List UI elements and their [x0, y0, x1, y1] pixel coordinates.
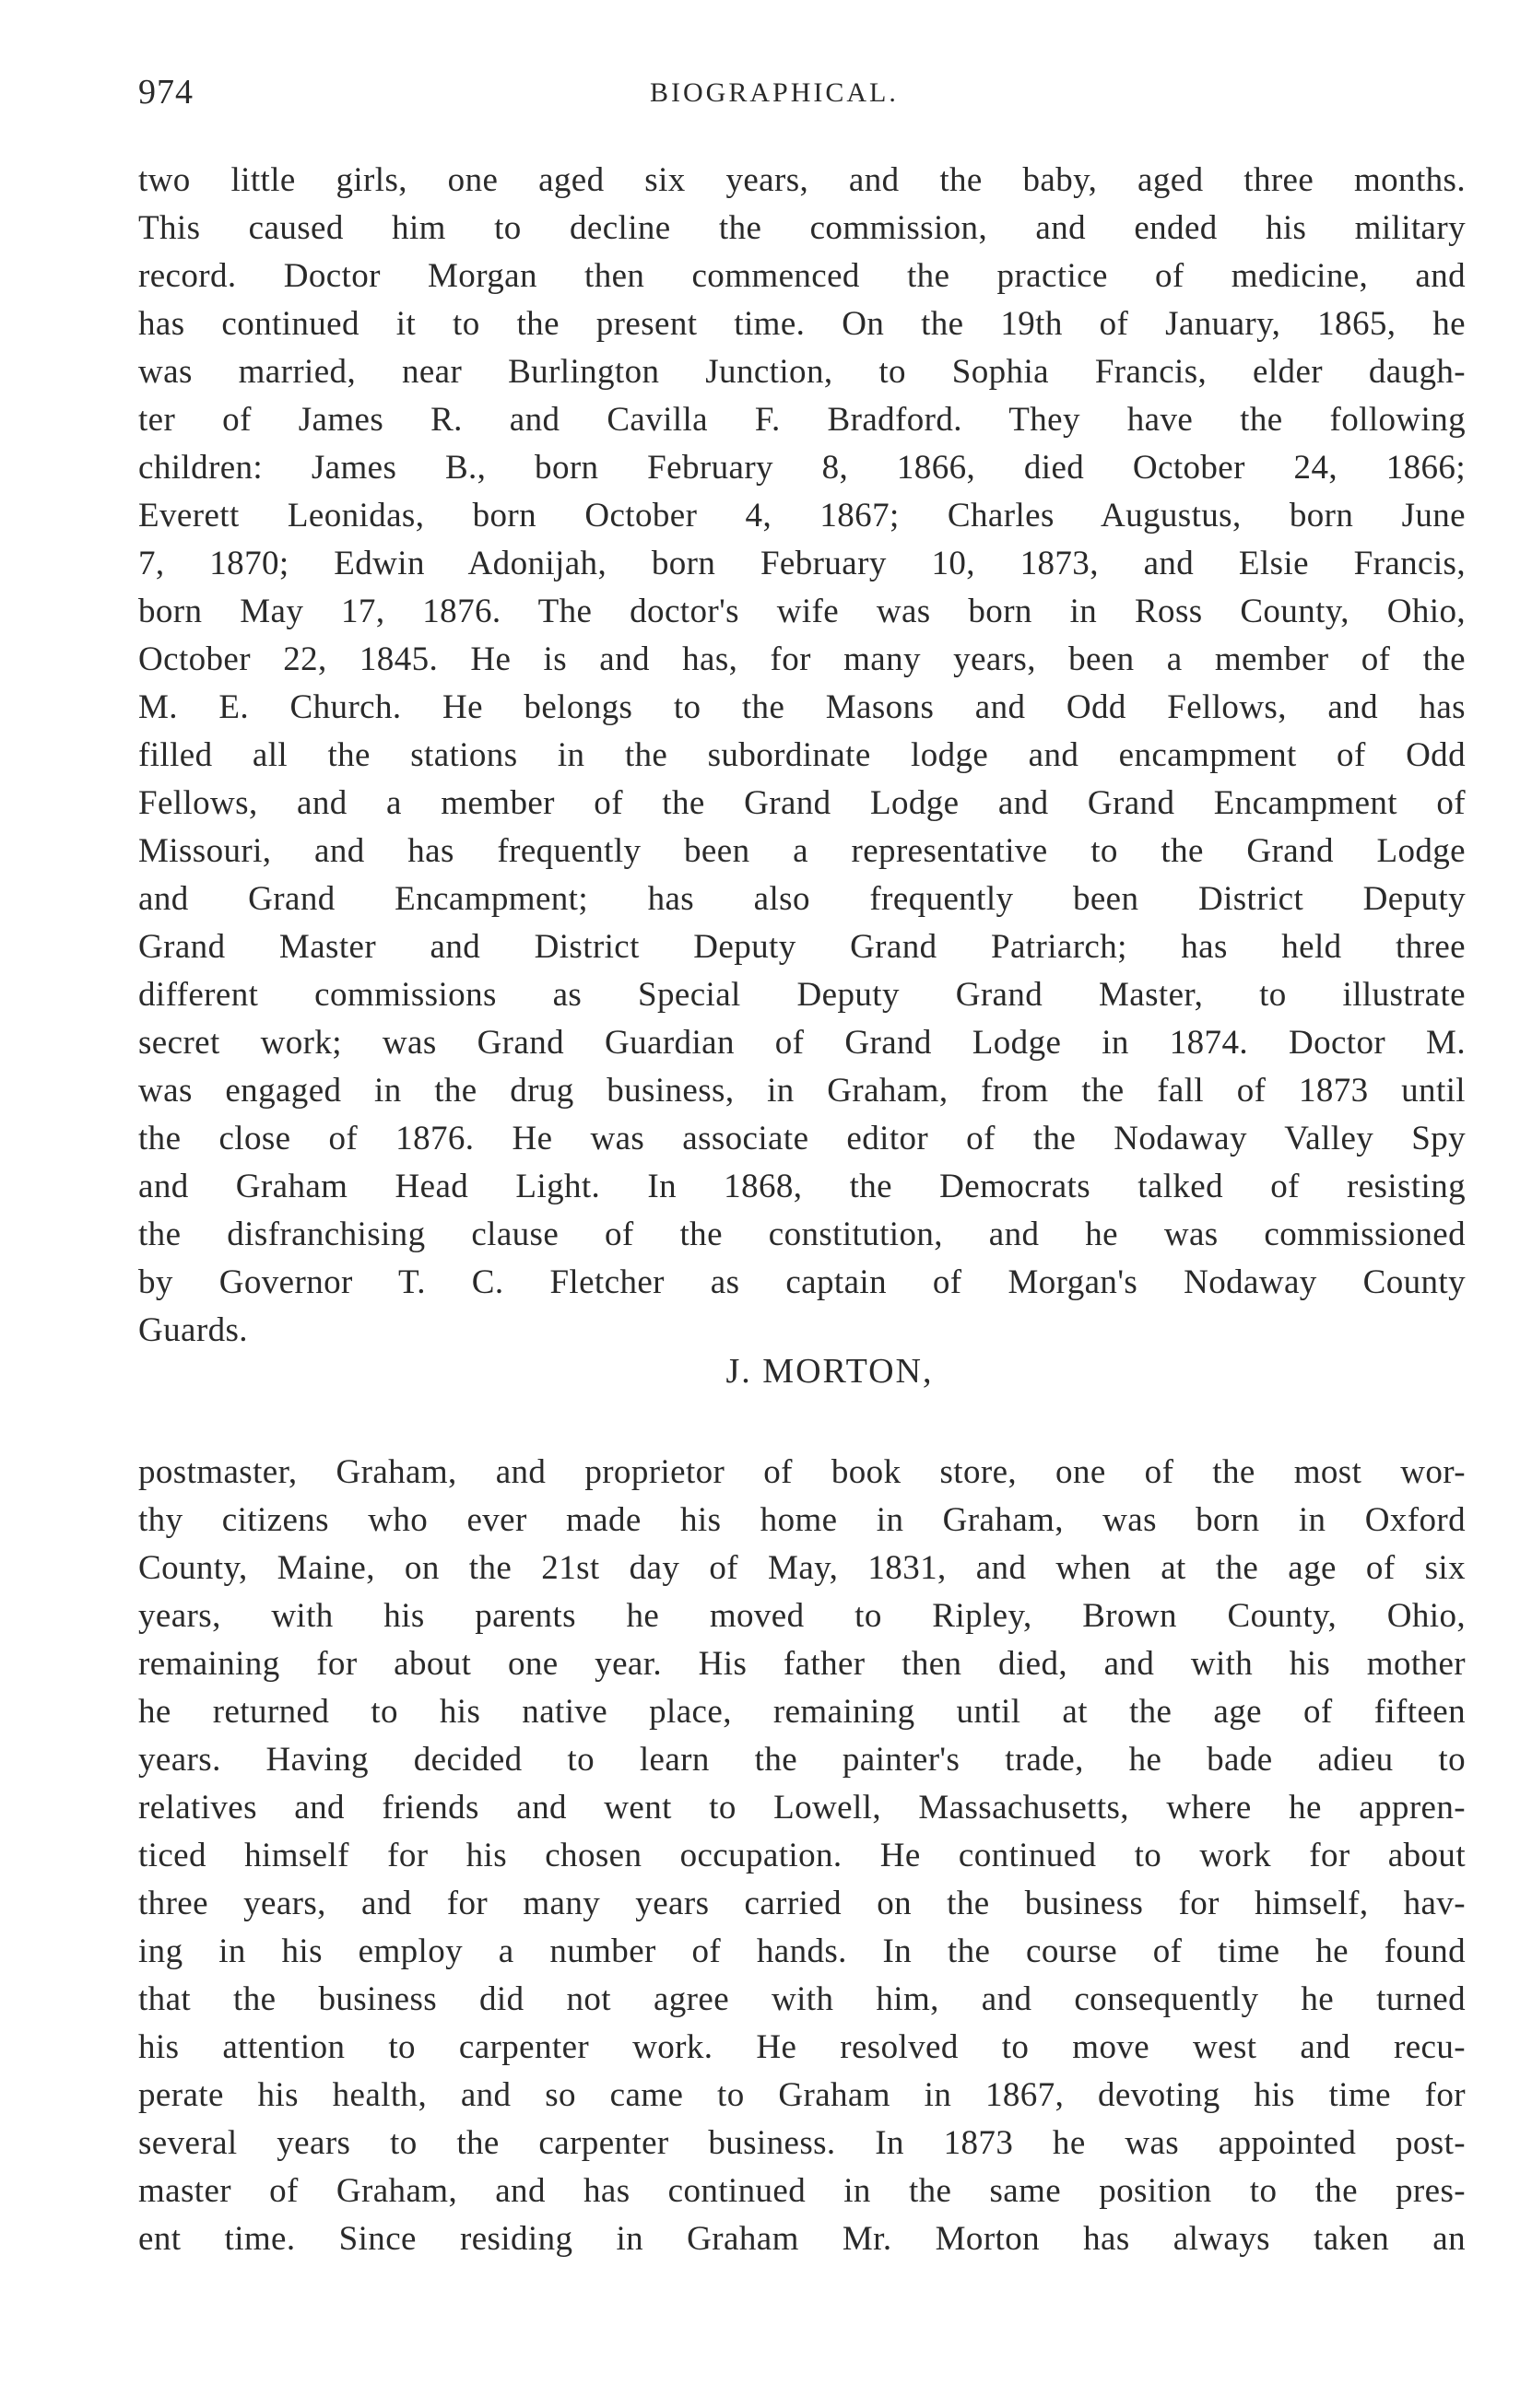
text-line: remaining for about one year. His father then died, and with his mother — [138, 1645, 1466, 1683]
section-heading: J. MORTON, — [725, 1352, 934, 1391]
page-header — [138, 72, 1466, 127]
text-line: ticed himself for his chosen occupation. He continued to work for about — [138, 1837, 1466, 1874]
text-line: Everett Leonidas, born October 4, 1867; Charles Augustus, born June — [138, 497, 1466, 534]
text-line: ing in his employ a number of hands. In the course of time he found — [138, 1932, 1466, 1970]
text-line: that the business did not agree with him, and consequently he turned — [138, 1980, 1466, 2018]
text-line: thy citizens who ever made his home in Graham, was born in Oxford — [138, 1501, 1466, 1539]
text-line: has continued it to the present time. On the 19th of January, 1865, he — [138, 305, 1466, 343]
text-line: Fellows, and a member of the Grand Lodge and Grand Encampment of — [138, 784, 1466, 822]
text-line: born May 17, 1876. The doctor's wife was born in Ross County, Ohio, — [138, 593, 1466, 630]
text-line: and Grand Encampment; has also frequently been District Deputy — [138, 880, 1466, 918]
text-line: M. E. Church. He belongs to the Masons and Odd Fellows, and has — [138, 688, 1466, 726]
text-line: Missouri, and has frequently been a representative to the Grand Lodge — [138, 832, 1466, 870]
text-line: two little girls, one aged six years, and the baby, aged three months. — [138, 161, 1466, 199]
text-line: the disfranchising clause of the constitution, and he was commissioned — [138, 1216, 1466, 1253]
text-line: ter of James R. and Cavilla F. Bradford. They have the following — [138, 401, 1466, 439]
text-line: record. Doctor Morgan then commenced the practice of medicine, and — [138, 257, 1466, 295]
text-line: postmaster, Graham, and proprietor of book store, one of the most wor- — [138, 1453, 1466, 1491]
text-line: relatives and friends and went to Lowell, Massachusetts, where he appren- — [138, 1789, 1466, 1827]
page-number: 974 — [138, 73, 194, 112]
text-line: master of Graham, and has continued in the same position to the pres- — [138, 2172, 1466, 2210]
text-line: Grand Master and District Deputy Grand Patriarch; has held three — [138, 928, 1466, 966]
text-line: ent time. Since residing in Graham Mr. Morton has always taken an — [138, 2220, 1466, 2258]
text-line: years, with his parents he moved to Ripley, Brown County, Ohio, — [138, 1597, 1466, 1635]
text-line: County, Maine, on the 21st day of May, 1831, and when at the age of six — [138, 1549, 1466, 1587]
text-line: Guards. — [138, 1311, 248, 1349]
text-line: perate his health, and so came to Graham in 1867, devoting his time for — [138, 2076, 1466, 2114]
text-line: three years, and for many years carried on the business for himself, hav- — [138, 1885, 1466, 1922]
morton-biography-paragraph — [138, 1449, 1466, 2263]
text-line: was married, near Burlington Junction, to Sophia Francis, elder daugh- — [138, 353, 1466, 391]
text-line: he returned to his native place, remaining until at the age of fifteen — [138, 1693, 1466, 1731]
text-line: and Graham Head Light. In 1868, the Democrats talked of resisting — [138, 1168, 1466, 1205]
morgan-biography-paragraph — [138, 157, 1466, 1355]
text-line: was engaged in the drug business, in Graham, from the fall of 1873 until — [138, 1072, 1466, 1110]
running-head: BIOGRAPHICAL. — [650, 77, 899, 108]
text-line: by Governor T. C. Fletcher as captain of Morgan's Nodaway County — [138, 1263, 1466, 1301]
text-line: his attention to carpenter work. He resolved to move west and recu- — [138, 2028, 1466, 2066]
text-line: years. Having decided to learn the painter's trade, he bade adieu to — [138, 1741, 1466, 1779]
text-line: several years to the carpenter business. In 1873 he was appointed post- — [138, 2124, 1466, 2162]
text-line: the close of 1876. He was associate editor of the Nodaway Valley Spy — [138, 1120, 1466, 1157]
text-line: secret work; was Grand Guardian of Grand Lodge in 1874. Doctor M. — [138, 1024, 1466, 1062]
text-line: filled all the stations in the subordinate lodge and encampment of Odd — [138, 736, 1466, 774]
text-line: October 22, 1845. He is and has, for many years, been a member of the — [138, 640, 1466, 678]
text-line: different commissions as Special Deputy Grand Master, to illustrate — [138, 976, 1466, 1014]
text-line: This caused him to decline the commission, and ended his military — [138, 209, 1466, 247]
text-line: 7, 1870; Edwin Adonijah, born February 10, 1873, and Elsie Francis, — [138, 545, 1466, 582]
text-line: children: James B., born February 8, 1866, died October 24, 1866; — [138, 449, 1466, 487]
